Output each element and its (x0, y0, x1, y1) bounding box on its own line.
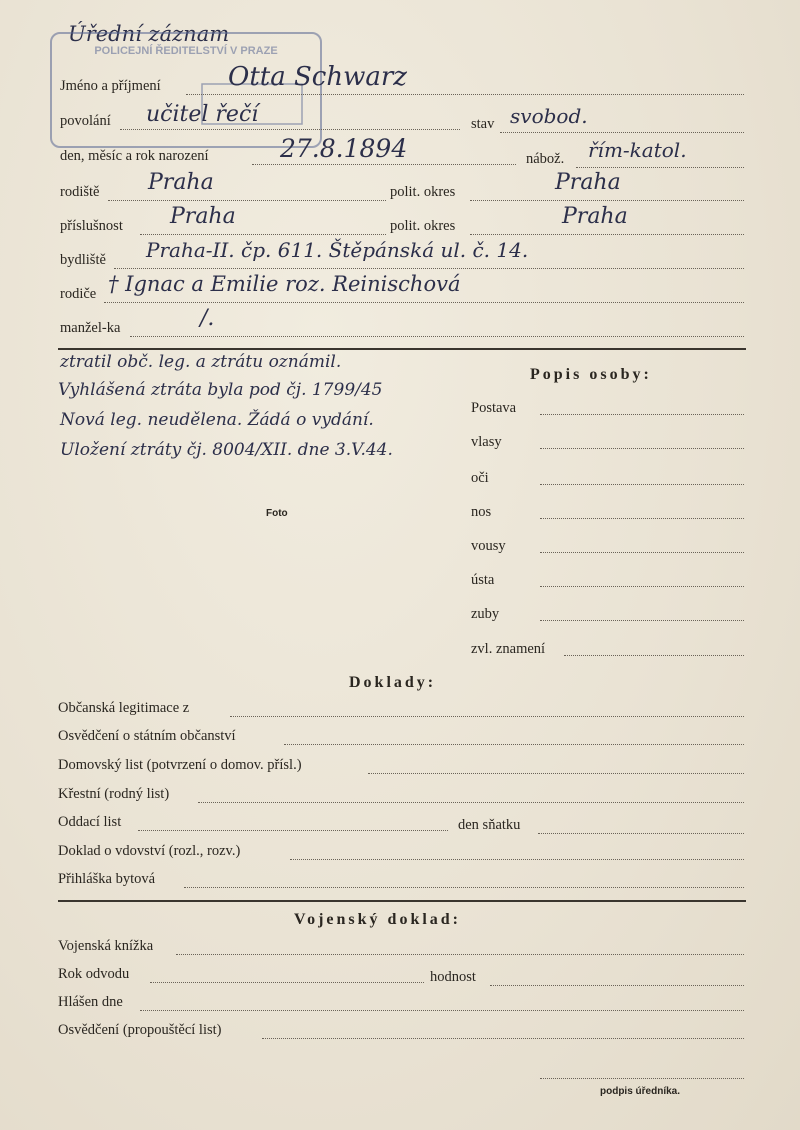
birth-label: den, měsíc a rok narození (60, 148, 209, 164)
name-label: Jméno a příjmení (60, 78, 161, 94)
desc-postava-line (540, 414, 744, 415)
doc-domovsky-label: Domovský list (potvrzení o domov. přísl.) (58, 757, 302, 773)
mil-odvod-line (150, 982, 424, 983)
divider-bottom (58, 900, 746, 902)
birth-value: 27.8.1894 (280, 134, 408, 163)
desc-nos-line (540, 518, 744, 519)
doc-krestni-line (198, 802, 744, 803)
domicile-value: Praha (170, 204, 236, 229)
mil-odvod-label: Rok odvodu (58, 966, 130, 982)
doc-oddaci-line (138, 830, 448, 831)
desc-znameni-line (564, 655, 744, 656)
mil-osvedceni-line (262, 1038, 744, 1039)
mil-knizka-label: Vojenská knížka (58, 938, 154, 954)
name-value: Otta Schwarz (228, 62, 407, 92)
birth-district-line (470, 200, 744, 201)
name-line (186, 94, 744, 95)
domicile-district-value: Praha (562, 204, 628, 229)
note-line-2: Vyhlášená ztráta byla pod čj. 1799/45 (58, 380, 383, 400)
mil-knizka-line (176, 954, 744, 955)
doc-obcanstvi-label: Osvědčení o státním občanství (58, 728, 236, 744)
doc-obcanstvi-line (284, 744, 744, 745)
doc-bytova-line (184, 887, 744, 888)
birthplace-value: Praha (148, 170, 214, 195)
signature-label: podpis úředníka. (600, 1086, 681, 1097)
desc-postava-label: Postava (471, 400, 517, 416)
domicile-label: příslušnost (60, 218, 123, 234)
mil-hlasen-label: Hlášen dne (58, 994, 123, 1010)
birthplace-line (108, 200, 386, 201)
doc-domovsky-line (368, 773, 744, 774)
rank-line (490, 985, 744, 986)
domicile-district-label: polit. okres (390, 218, 456, 234)
birth-district-value: Praha (555, 170, 621, 195)
doc-vdovstvi-line (290, 859, 744, 860)
status-value: svobod. (510, 104, 588, 128)
residence-value: Praha-II. čp. 611. Štěpánská ul. č. 14. (146, 238, 529, 262)
occupation-label: povolání (60, 113, 111, 129)
religion-line (576, 167, 744, 168)
occupation-line (120, 129, 460, 130)
spouse-value: /. (200, 306, 215, 331)
domicile-district-line (470, 234, 744, 235)
status-line (500, 132, 744, 133)
mil-hlasen-line (140, 1010, 744, 1011)
doc-vdovstvi-label: Doklad o vdovství (rozl., rozv.) (58, 843, 241, 859)
note-line-3: Nová leg. neudělena. Žádá o vydání. (60, 410, 374, 430)
doc-legitimace-line (230, 716, 744, 717)
documents-heading: Doklady: (349, 674, 437, 691)
doc-legitimace-label: Občanská legitimace z (58, 700, 190, 716)
desc-vousy-line (540, 552, 744, 553)
photo-label: Foto (266, 508, 288, 519)
desc-nos-label: nos (471, 504, 492, 520)
desc-oci-label: oči (471, 470, 489, 486)
desc-vousy-label: vousy (471, 538, 506, 554)
birthplace-label: rodiště (60, 184, 100, 200)
domicile-line (140, 234, 386, 235)
marriage-date-label: den sňatku (458, 817, 521, 833)
status-label: stav (471, 116, 495, 132)
residence-label: bydliště (60, 252, 106, 268)
desc-oci-line (540, 484, 744, 485)
parents-value: † Ignac a Emilie roz. Reinischová (108, 272, 461, 296)
handwritten-title: Úřední záznam (68, 22, 230, 46)
birth-line (252, 164, 516, 165)
religion-label: nábož. (526, 151, 565, 167)
doc-oddaci-label: Oddací list (58, 814, 122, 830)
mil-osvedceni-label: Osvědčení (propouštěcí list) (58, 1022, 222, 1038)
desc-znameni-label: zvl. znamení (471, 641, 546, 657)
divider-top (58, 348, 746, 350)
parents-line (104, 302, 744, 303)
birth-district-label: polit. okres (390, 184, 456, 200)
note-line-4: Uložení ztráty čj. 8004/XII. dne 3.V.44. (60, 440, 393, 460)
occupation-value: učitel řečí (146, 102, 259, 127)
residence-line (114, 268, 744, 269)
desc-zuby-line (540, 620, 744, 621)
desc-usta-label: ústa (471, 572, 495, 588)
spouse-label: manžel-ka (60, 320, 121, 336)
spouse-line (130, 336, 744, 337)
description-heading: Popis osoby: (530, 366, 652, 383)
stamp-text: POLICEJNÍ ŘEDITELSTVÍ V PRAZE (94, 45, 278, 57)
military-heading: Vojenský doklad: (294, 911, 462, 928)
marriage-date-line (538, 833, 744, 834)
religion-value: řím-katol. (588, 138, 687, 162)
parents-label: rodiče (60, 286, 97, 302)
desc-usta-line (540, 586, 744, 587)
rank-label: hodnost (430, 969, 476, 985)
note-line-1: ztratil obč. leg. a ztrátu oznámil. (60, 352, 342, 372)
desc-vlasy-label: vlasy (471, 434, 502, 450)
signature-line (540, 1078, 744, 1079)
desc-vlasy-line (540, 448, 744, 449)
desc-zuby-label: zuby (471, 606, 500, 622)
doc-krestni-label: Křestní (rodný list) (58, 786, 170, 802)
doc-bytova-label: Přihláška bytová (58, 871, 156, 887)
